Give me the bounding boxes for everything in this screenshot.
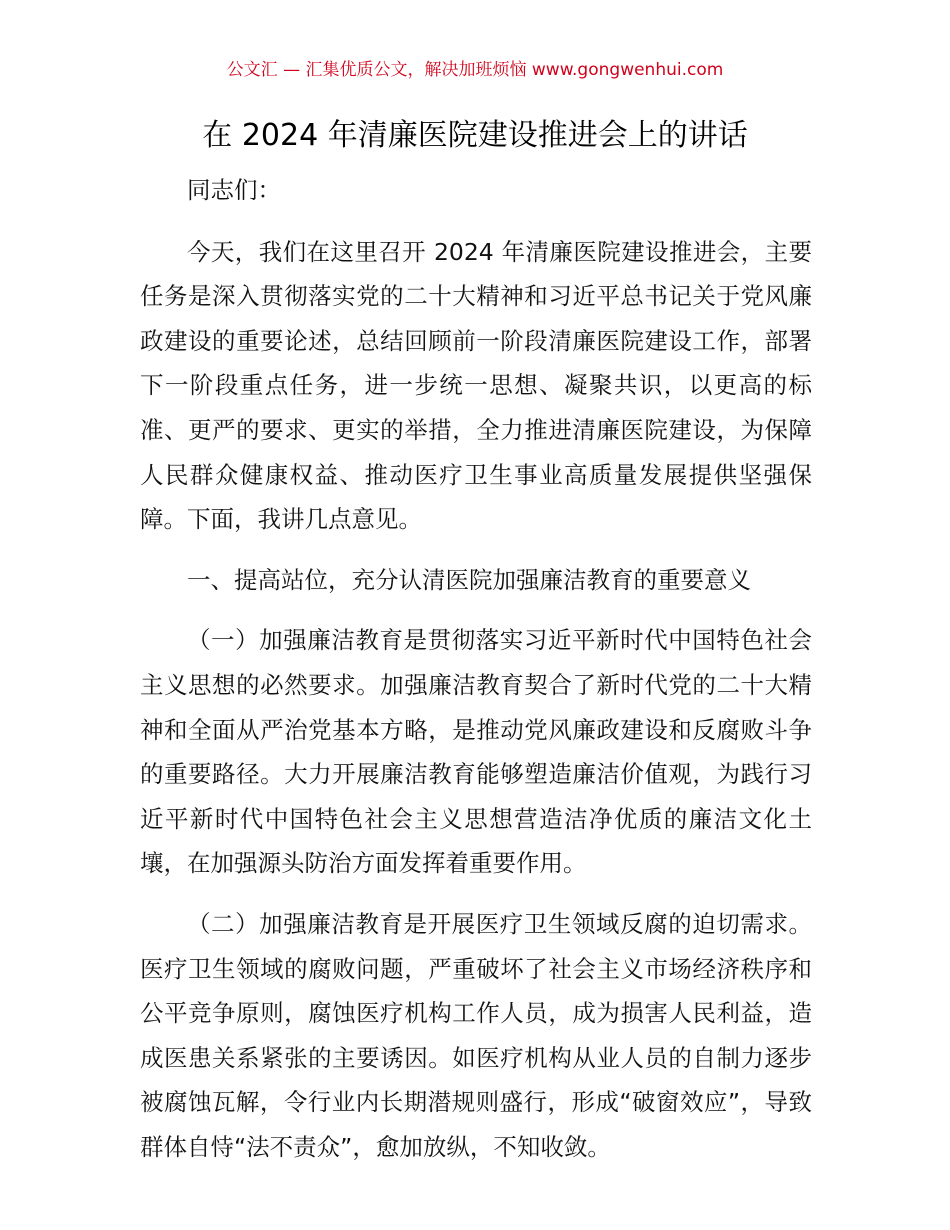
paragraph-point-1: （一）加强廉洁教育是贯彻落实习近平新时代中国特色社会主义思想的必然要求。加强廉洁教育契合了新时代党的二十大精神和全面从严治党基本方略，是推动党风廉政建设和反腐败斗争的重要路径。大力开展廉洁教育能够塑造廉洁价值观，为践行习近平新时代中国特色社会主义思想营造洁净优质的廉洁文化土壤，在加强源头防治方面发挥着重要作用。 — [140, 626, 812, 878]
greeting: 同志们： — [187, 176, 281, 204]
section-heading-1: 一、提高站位，充分认清医院加强廉洁教育的重要意义 — [187, 565, 751, 594]
paragraph-point-2: （二）加强廉洁教育是开展医疗卫生领域反腐的迫切需求。医疗卫生领域的腐败问题，严重破坏了社会主义市场经济秩序和公平竞争原则，腐蚀医疗机构工作人员，成为损害人民利益，造成医患关系紧张的主要诱因。如医疗机构从业人员的自制力逐步被腐蚀瓦解，令行业内长期潜规则盛行，形成“破窗效应”，导致群体自恃“法不责众”，愈加放纵，不知收敛。 — [140, 909, 812, 1161]
site-header-banner: 公文汇 — 汇集优质公文，解决加班烦恼 www.gongwenhui.com — [226, 60, 724, 80]
document-body — [140, 168, 812, 1169]
document-title: 在 2024 年清廉医院建设推进会上的讲话 — [202, 118, 748, 153]
paragraph-opening: 今天，我们在这里召开 2024 年清廉医院建设推进会，主要任务是深入贯彻落实党的二十大精神和习近平总书记关于党风廉政建设的重要论述，总结回顾前一阶段清廉医院建设工作，部署下一阶段重点任务，进一步统一思想、凝聚共识，以更高的标准、更严的要求、更实的举措，全力推进清廉医院建设，为保障人民群众健康权益、推动医疗卫生事业高质量发展提供坚强保障。下面，我讲几点意见。 — [140, 237, 812, 534]
